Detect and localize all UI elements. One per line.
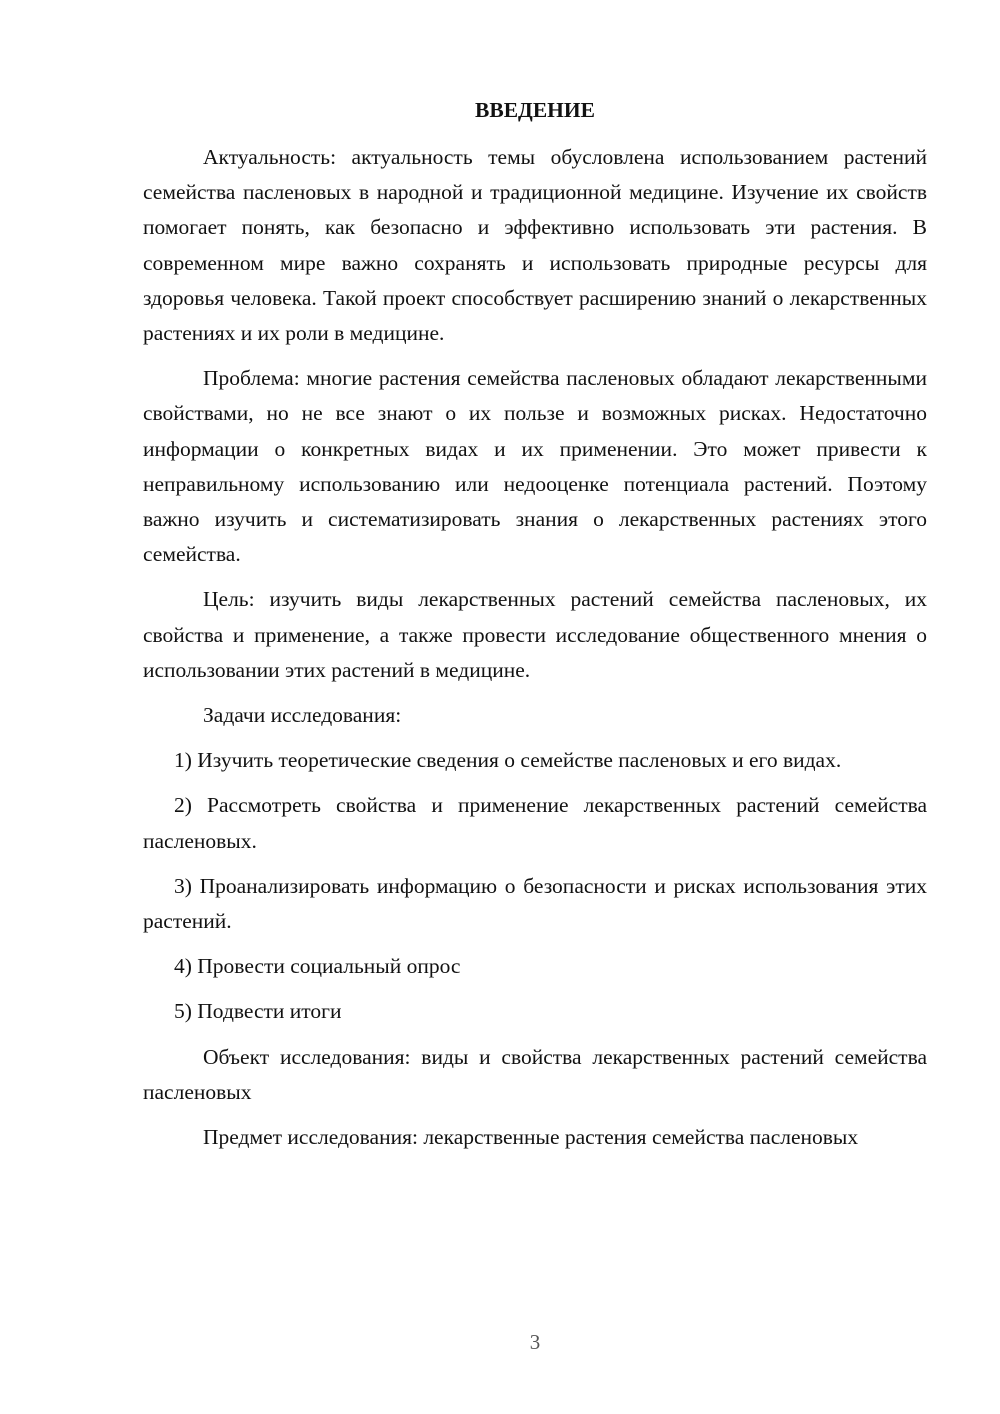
tasks-title: Задачи исследования: [203, 703, 402, 728]
task-item-1: 1) Изучить теоретические сведения о семействе пасленовых и его видах. [174, 748, 842, 773]
paragraph-object: Объект исследования: виды и свойства лекарственных растений семейства пасленовых [143, 1044, 927, 1104]
paragraph-relevance: Актуальность: актуальность темы обусловлена использованием растений семейства пасленовых в народной и традиционной медицине. Изучение их свойств помогает понять, как безопасно и эффективно использовать эти растения. В современном мире важно сохранять и использовать природные ресурсы для здоровья человека. Такой проект способствует расширению знаний о лекарственных растениях и их роли в медицине. [143, 145, 927, 346]
paragraph-goal: Цель: изучить виды лекарственных растений семейства пасленовых, их свойства и применение, а также провести исследование общественного мнения о использовании этих растений в медицине. [143, 587, 927, 682]
paragraph-problem: Проблема: многие растения семейства пасленовых обладают лекарственными свойствами, но не все знают о их пользе и возможных рисках. Недостаточно информации о конкретных видах и их применении. Это может привести к неправильному использованию или недооценке потенциала растений. Поэтому важно изучить и систематизировать знания о лекарственных растениях этого семейства. [143, 366, 927, 567]
paragraph-subject: Предмет исследования: лекарственные растения семейства пасленовых [203, 1125, 859, 1150]
page-number: 3 [529, 1330, 541, 1354]
task-item-5: 5) Подвести итоги [174, 999, 342, 1024]
task-item-4: 4) Провести социальный опрос [174, 954, 461, 979]
task-item-2: 2) Рассмотреть свойства и применение лекарственных растений семейства пасленовых. [143, 793, 927, 853]
section-heading: ВВЕДЕНИЕ [475, 98, 595, 122]
task-item-3: 3) Проанализировать информацию о безопасности и рисках использования этих растений. [143, 873, 927, 934]
page-content [143, 93, 927, 1165]
